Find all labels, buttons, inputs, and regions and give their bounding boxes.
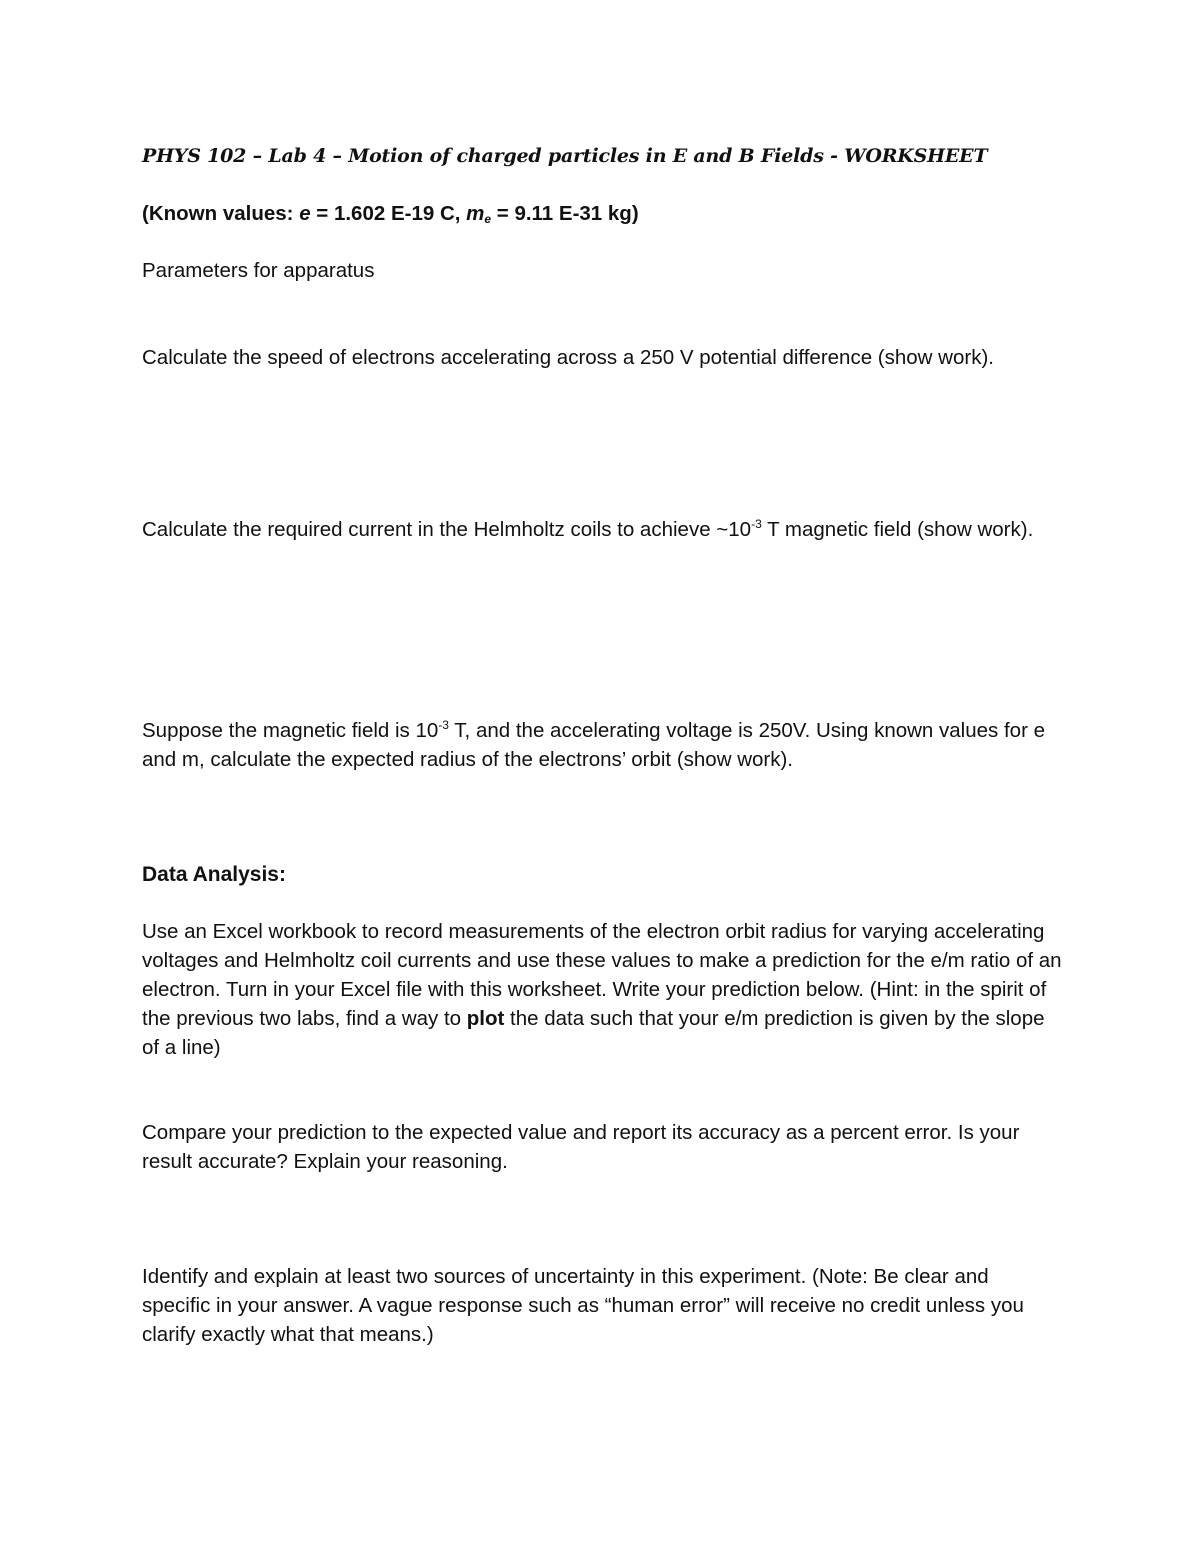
question-em-prediction [142,917,1062,1062]
question-radius-text-after: T, and the accelerating voltage is 250V. Using known values for e and m, calculate the expected radius of the electrons’ orbit (show work). [142,719,1045,771]
electron-charge-value: = 1.602 E-19 C, [310,202,467,225]
question-percent-error: Compare your prediction to the expected value and report its accuracy as a percent error. Is your result accurate? Explain your reasoning. [142,1121,1020,1173]
worksheet-title: PHYS 102 – Lab 4 – Motion of charged particles in E and B Fields - WORKSHEET [142,145,988,167]
question-current-exponent: -3 [751,517,762,531]
question-speed: Calculate the speed of electrons accelerating across a 250 V potential difference (show work). [142,346,994,369]
question-radius-exponent: -3 [438,718,449,732]
known-values [142,199,1062,228]
plot-emphasis: plot [466,1007,505,1030]
question-radius-text-before: Suppose the magnetic field is 10 [142,719,439,742]
data-analysis-heading: Data Analysis: [142,863,286,886]
electron-mass-symbol: m [466,202,485,225]
parameters-label: Parameters for apparatus [142,259,375,282]
electron-mass-value: = 9.11 E-31 kg) [491,202,639,225]
question-current-text-after: T magnetic field (show work). [761,518,1034,541]
question-current-text-before: Calculate the required current in the Helmholtz coils to achieve ~10 [142,518,752,541]
known-values-prefix: (Known values: [142,202,300,225]
question-current [142,515,1062,544]
question-radius [142,716,1062,774]
question-uncertainty: Identify and explain at least two sources of uncertainty in this experiment. (Note: Be clear and specific in your answer. A vague response such as “human error” will receive no credit unless you clarify exactly what that means.) [142,1265,1024,1346]
question-em-text-after: the data such that your e/m prediction is given by the slope of a line) [142,1007,1045,1059]
electron-mass-subscript: e [484,212,492,226]
question-em-text-before: Use an Excel workbook to record measurements of the electron orbit radius for varying accelerating voltages and Helmholtz coil currents and use these values to make a prediction for the e/m ratio of an electron. Turn in your Excel file with this worksheet. Write your prediction below. (Hint: in the spirit of the previous two labs, find a way to [142,920,1062,1030]
electron-charge-symbol: e [299,202,311,225]
